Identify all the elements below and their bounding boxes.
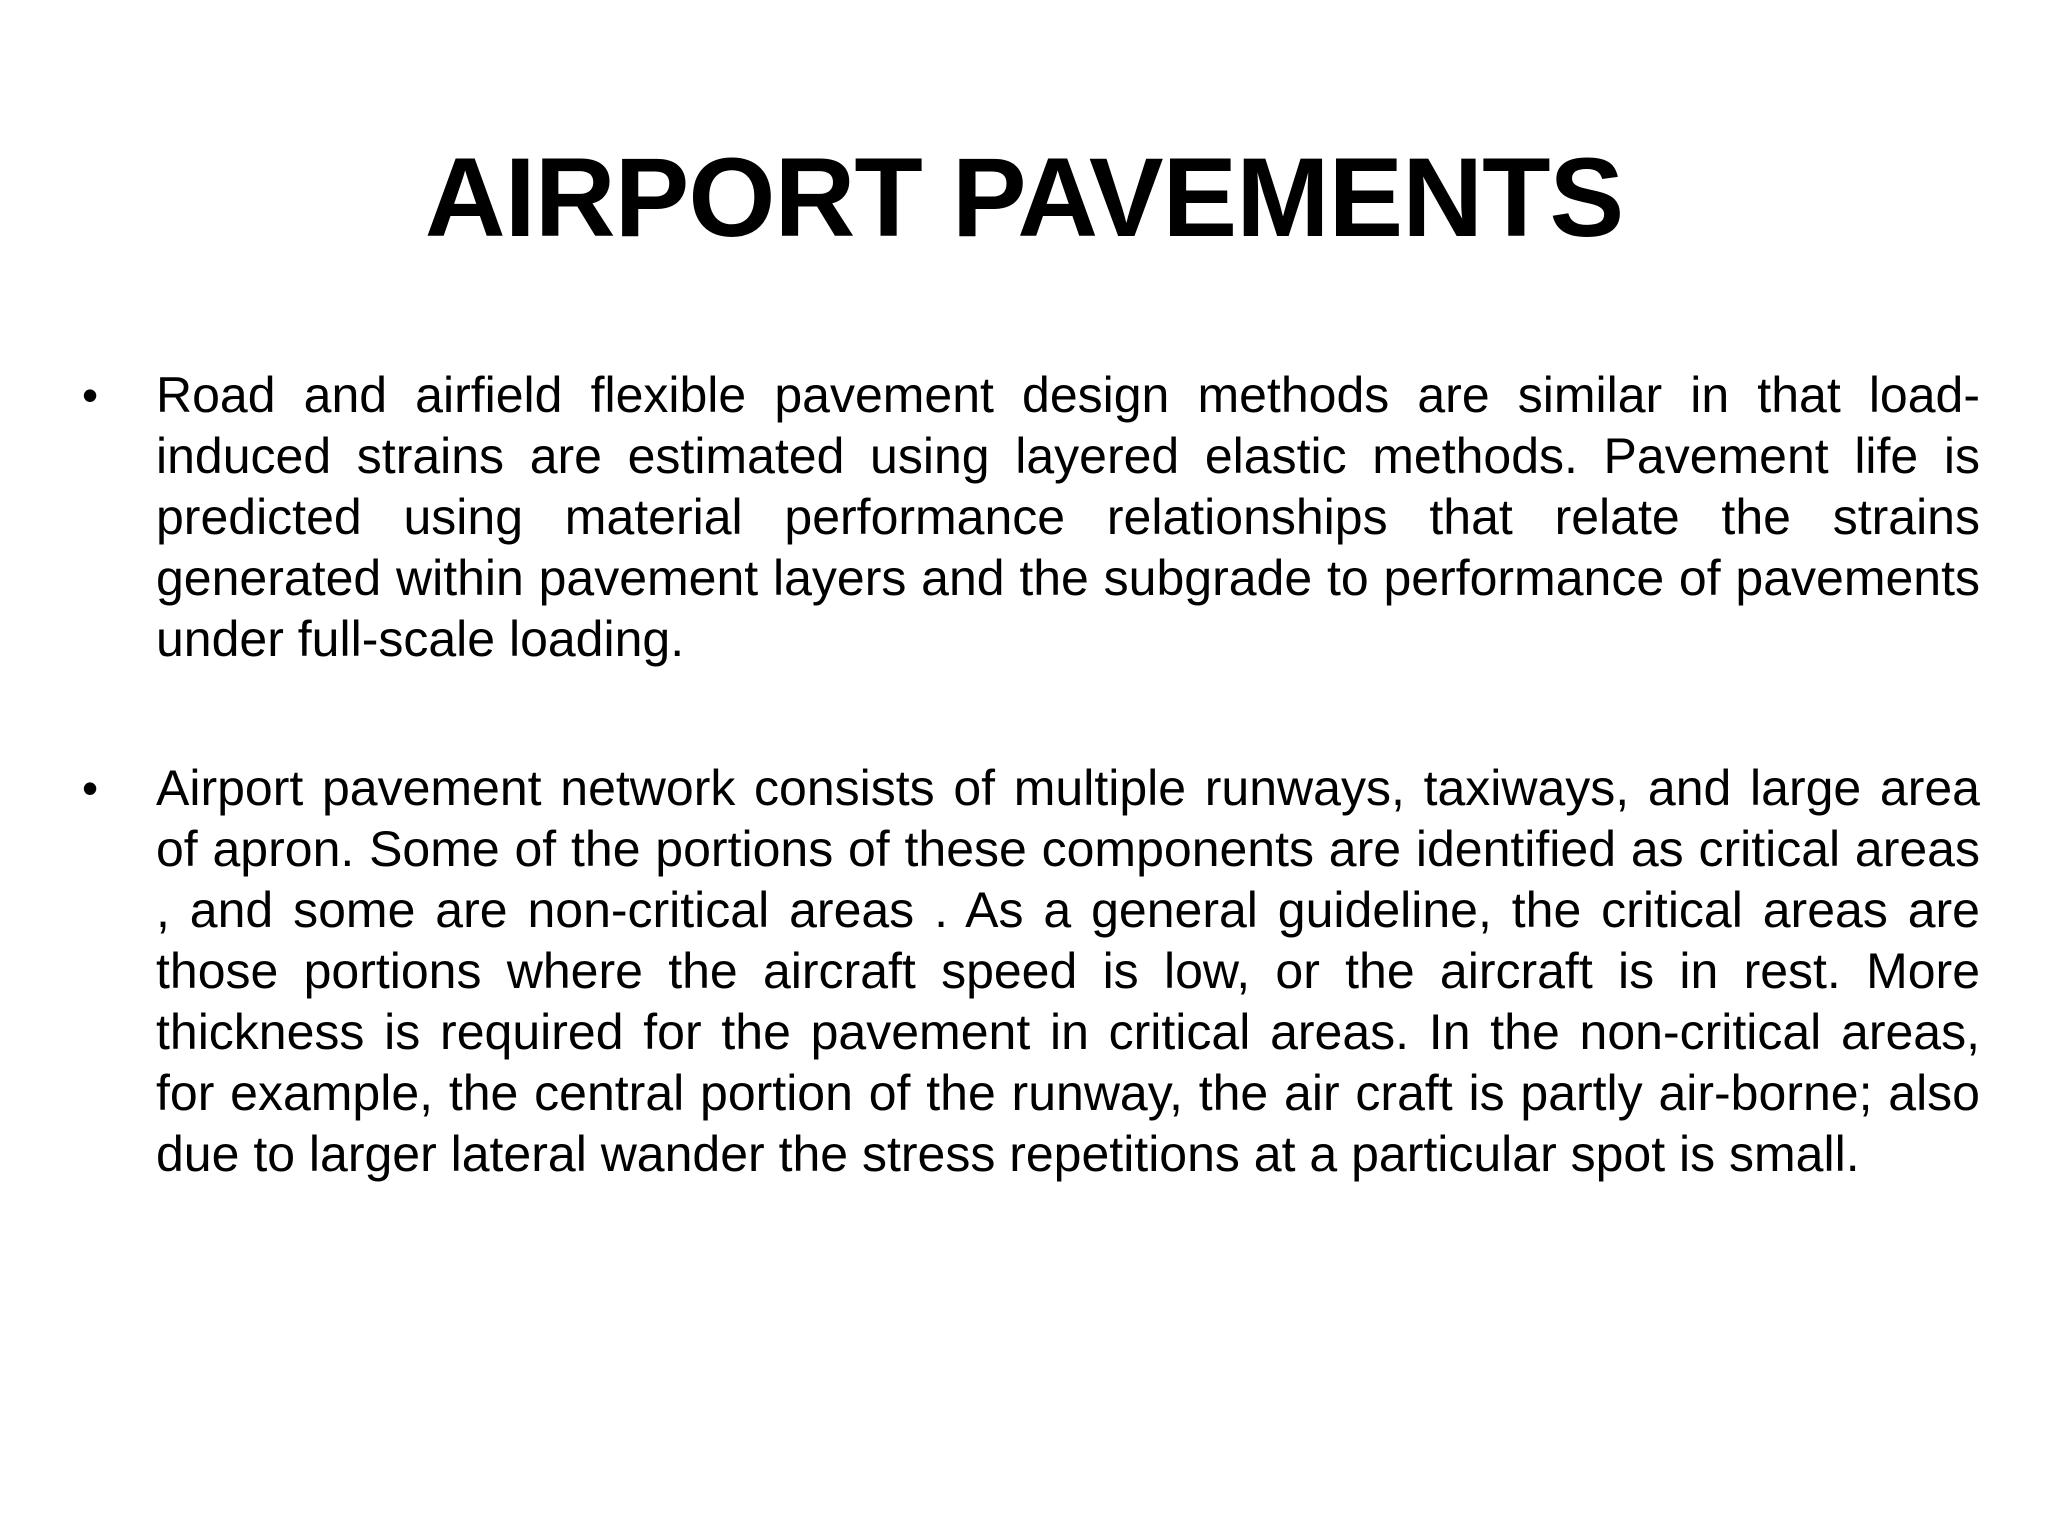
bullet-text-pavement-network: Airport pavement network consists of multiple runways, taxiways, and large area of apron. Some of the portions of these components are identified as critical areas , and some are non-critical areas . As a general guideline, the critical areas are those portions where the aircraft speed is low, or the aircraft is in rest. More thickness is required for the pavement in critical areas. In the non-critical areas, for example, the central portion of the runway, the air craft is partly air-borne; also due to larger lateral wander the stress repetitions at a particular spot is small. bbox=[156, 760, 1980, 1182]
bullet-text-pavement-design: Road and airfield flexible pavement design methods are similar in that load-induced strains are estimated using layered elastic methods. Pavement life is predicted using material performance relationships that relate the strains generated within pavement layers and the subgrade to performance of pavements under full-scale loading. bbox=[156, 367, 1980, 667]
slide-title: AIRPORT PAVEMENTS bbox=[424, 135, 1624, 260]
bullet-item bbox=[70, 365, 1980, 670]
bullet-marker-icon: • bbox=[81, 762, 99, 814]
bullet-item bbox=[70, 758, 1980, 1185]
bullet-marker-icon: • bbox=[81, 369, 99, 421]
bullet-list bbox=[70, 365, 1980, 1273]
